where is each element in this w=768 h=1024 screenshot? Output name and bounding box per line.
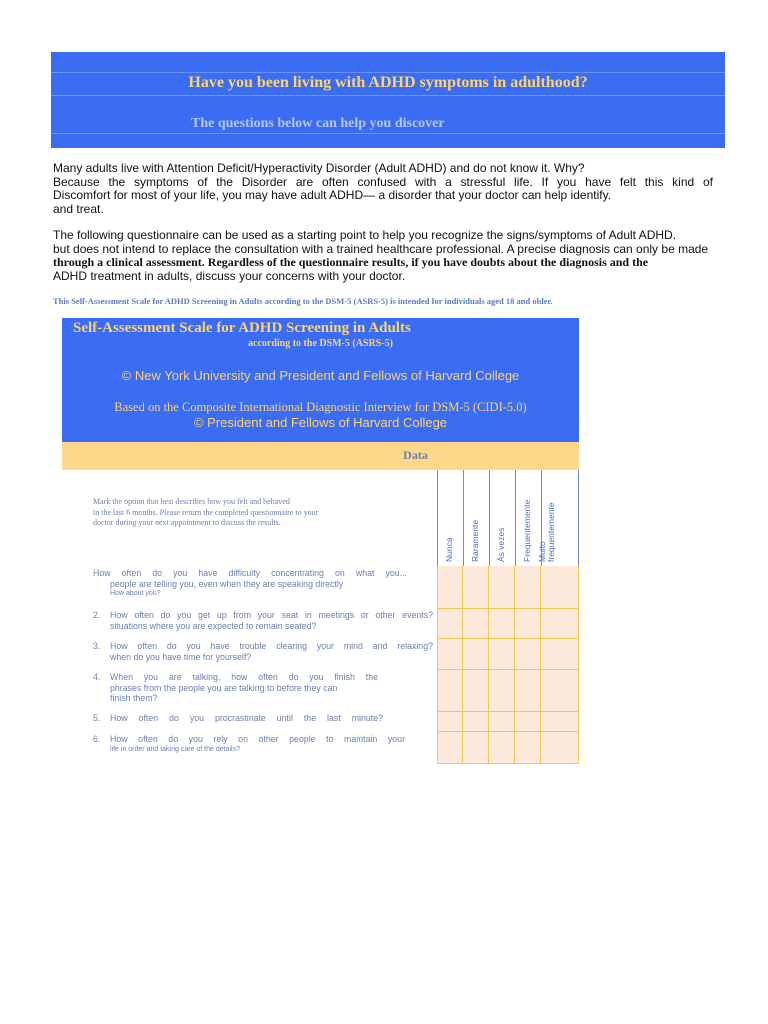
instructions-line: Mark the option that best describes how you felt and behaved xyxy=(93,497,290,506)
question-text: How often do you get up from your seat in meetings or other events? xyxy=(110,610,433,620)
answer-cell[interactable] xyxy=(489,712,515,732)
answer-cell[interactable] xyxy=(463,566,489,609)
question-note: How about you? xyxy=(110,590,161,597)
answer-cell[interactable] xyxy=(515,609,541,639)
answer-cell[interactable] xyxy=(437,566,463,609)
question-number: 6. xyxy=(93,734,101,744)
column-header-as-vezes xyxy=(489,470,514,566)
intro-line-bold xyxy=(53,256,693,270)
top-banner xyxy=(51,52,725,148)
answer-cell[interactable] xyxy=(437,732,463,764)
answer-cell[interactable] xyxy=(489,609,515,639)
form-subtitle: according to the DSM-5 (ASRS-5) xyxy=(248,338,393,349)
intro-paragraph-1 xyxy=(53,162,713,216)
intro-line: Discomfort for most of your life, you may have adult ADHD— a disorder that your doctor can help identify. xyxy=(53,188,612,202)
column-header-raramente xyxy=(463,470,488,566)
column-header-muito-frequentemente xyxy=(537,470,579,566)
instructions-line: in the last 6 months. Please return the completed questionnaire to your xyxy=(93,507,319,517)
question-line xyxy=(93,641,433,652)
answer-cell[interactable] xyxy=(515,639,541,670)
intro-line: but does not intend to replace the consultation with a trained healthcare professional. A precise diagnosis can only be made xyxy=(53,241,709,256)
question-line xyxy=(93,734,405,745)
question-text: when do you have time for yourself? xyxy=(110,651,252,662)
question-number: 5. xyxy=(93,713,101,723)
answer-cell[interactable] xyxy=(437,712,463,732)
question-text: finish them? xyxy=(110,693,158,703)
question-text: people are telling you, even when they are speaking directly xyxy=(110,578,344,589)
intro-line: Many adults live with Attention Deficit/Hyperactivity Disorder (Adult ADHD) and do not know it. Why? xyxy=(53,161,585,175)
question-text: How often do you rely on other people to maintain your xyxy=(110,734,405,744)
question-line xyxy=(93,610,433,621)
question-text: phrases from the people you are talking to before they can xyxy=(110,682,338,693)
column-label: Às vezes xyxy=(496,527,506,562)
question-2 xyxy=(93,610,433,631)
answer-cell[interactable] xyxy=(541,712,579,732)
banner-divider xyxy=(51,95,725,96)
intro-line: Because the symptoms of the Disorder are often confused with a stressful life. If you have felt this kind of xyxy=(53,174,713,189)
answer-cell[interactable] xyxy=(489,732,515,764)
intro-bold-b: Regardless of the questionnaire results, if you have doubts about the diagnosis and the xyxy=(204,255,649,269)
question-number: 2. xyxy=(93,610,101,620)
answer-cell[interactable] xyxy=(541,566,579,609)
page-title: Have you been living with ADHD symptoms in adulthood? xyxy=(188,74,588,91)
column-label: Raramente xyxy=(470,519,480,562)
intro-line: and treat. xyxy=(53,201,104,216)
question-text: How often do you have trouble clearing your mind and relaxing? xyxy=(110,641,433,651)
data-label: Data xyxy=(403,448,428,462)
question-4 xyxy=(93,672,378,704)
intro-line: ADHD treatment in adults, discuss your concerns with your doctor. xyxy=(53,268,406,283)
banner-divider xyxy=(51,133,725,134)
answer-cell[interactable] xyxy=(515,732,541,764)
answer-cell[interactable] xyxy=(437,670,463,712)
page-subtitle: The questions below can help you discover xyxy=(191,116,445,131)
answer-cell[interactable] xyxy=(541,639,579,670)
age-note: This Self-Assessment Scale for ADHD Screening in Adults according to the DSM-5 (ASRS-5) is intended for individuals aged 18 and older. xyxy=(53,296,553,306)
answer-cell[interactable] xyxy=(489,670,515,712)
column-header-nunca xyxy=(437,470,462,566)
question-line xyxy=(93,672,378,683)
intro-bold-a: through a clinical assessment. xyxy=(53,255,205,269)
intro-paragraph-2 xyxy=(53,228,709,283)
answer-cell[interactable] xyxy=(463,639,489,670)
form-header xyxy=(62,318,579,442)
instructions xyxy=(93,497,393,529)
question-note: life in order and taking care of the details? xyxy=(110,745,240,753)
answer-cell[interactable] xyxy=(437,639,463,670)
question-number: 4. xyxy=(93,672,101,682)
copyright-line: © New York University and President and Fellows of Harvard College xyxy=(121,368,520,383)
answer-cell[interactable] xyxy=(437,609,463,639)
question-6 xyxy=(93,734,405,755)
question-text: How often do you have difficulty concentrating on what you... xyxy=(93,568,407,578)
column-label: Frequentemente xyxy=(522,499,532,562)
question-text: When you are talking, how often do you finish the xyxy=(110,672,378,682)
question-line xyxy=(93,713,383,724)
intro-line: The following questionnaire can be used as a starting point to help you recognize the signs/symptoms of Adult ADHD. xyxy=(53,228,677,242)
question-text: situations where you are expected to remain seated? xyxy=(110,620,317,631)
answer-cell[interactable] xyxy=(541,670,579,712)
data-bar xyxy=(62,442,579,470)
copyright-line-2: © President and Fellows of Harvard College xyxy=(193,415,448,430)
instructions-line: doctor during your next appointment to discuss the results. xyxy=(93,518,281,527)
column-label: Muito frequentemente xyxy=(537,502,556,562)
column-label: Nunca xyxy=(444,537,454,562)
answer-cell[interactable] xyxy=(463,670,489,712)
answer-cell[interactable] xyxy=(489,639,515,670)
question-1 xyxy=(93,568,433,600)
answer-cell[interactable] xyxy=(515,670,541,712)
answer-cell[interactable] xyxy=(463,732,489,764)
question-number: 3. xyxy=(93,641,101,651)
question-text: How often do you procrastinate until the last minute? xyxy=(110,713,383,723)
answer-cell[interactable] xyxy=(463,712,489,732)
answer-cell[interactable] xyxy=(489,566,515,609)
answer-cell[interactable] xyxy=(515,566,541,609)
answer-cell[interactable] xyxy=(463,609,489,639)
answer-cell[interactable] xyxy=(541,609,579,639)
question-3 xyxy=(93,641,433,662)
form-title: Self-Assessment Scale for ADHD Screening in Adults xyxy=(73,320,411,336)
banner-divider xyxy=(51,72,725,73)
answer-cell[interactable] xyxy=(515,712,541,732)
based-on-line: Based on the Composite International Diagnostic Interview for DSM-5 (CIDI-5.0) xyxy=(114,400,527,414)
question-5 xyxy=(93,713,383,724)
answer-cell[interactable] xyxy=(541,732,579,764)
